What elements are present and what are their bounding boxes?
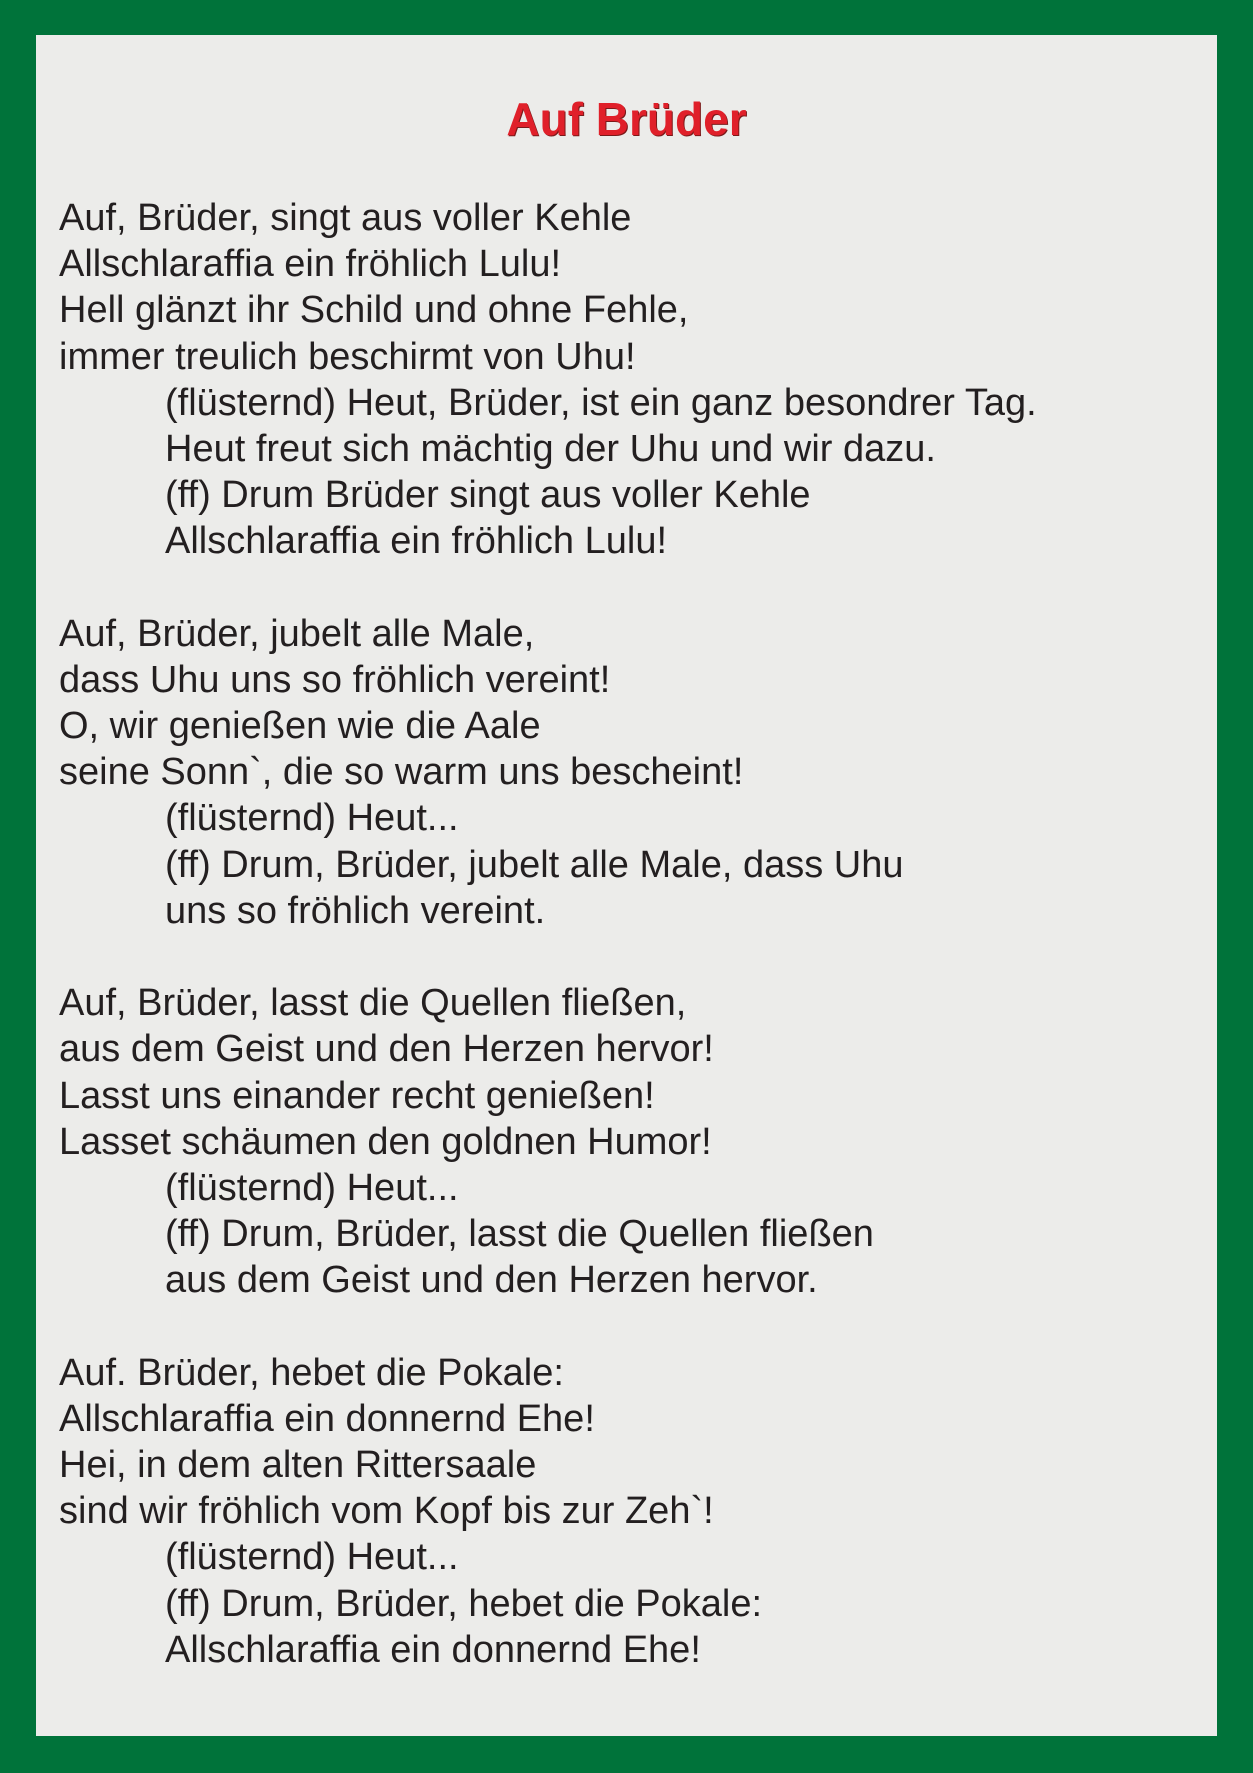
verse-line: Lasset schäumen den goldnen Humor! [59, 1120, 712, 1163]
refrain-line: Heut freut sich mächtig der Uhu und wir dazu. [165, 427, 936, 470]
verse-line: Auf, Brüder, jubelt alle Male, [59, 612, 535, 655]
stanza-2 [59, 611, 1199, 934]
verse-line: Hell glänzt ihr Schild und ohne Fehle, [59, 289, 689, 332]
verse-line: dass Uhu uns so fröhlich vereint! [59, 658, 611, 701]
refrain-line: (ff) Drum, Brüder, lasst die Quellen fließen [165, 1213, 874, 1256]
refrain-line: (ff) Drum, Brüder, hebet die Pokale: [165, 1582, 763, 1625]
verse-line: aus dem Geist und den Herzen hervor! [59, 1028, 714, 1071]
song-sheet [36, 35, 1217, 1736]
stanza-3 [59, 980, 1199, 1303]
stanza-1 [59, 195, 1199, 565]
verse-line: sind wir fröhlich vom Kopf bis zur Zeh`! [59, 1490, 714, 1533]
verse-line: Allschlaraffia ein fröhlich Lulu! [59, 243, 562, 286]
verse-line: Allschlaraffia ein donnernd Ehe! [59, 1397, 595, 1440]
refrain-line: (flüsternd) Heut... [165, 1166, 459, 1209]
verse-line: Auf. Brüder, hebet die Pokale: [59, 1351, 564, 1394]
refrain-line: Allschlaraffia ein donnernd Ehe! [165, 1628, 701, 1671]
lyrics [59, 195, 1199, 1719]
refrain-line: (flüsternd) Heut, Brüder, ist ein ganz besondrer Tag. [165, 381, 1037, 424]
verse-line: O, wir genießen wie die Aale [59, 705, 541, 748]
verse-line: immer treulich beschirmt von Uhu! [59, 335, 636, 378]
verse-line: Auf, Brüder, singt aus voller Kehle [59, 197, 632, 239]
refrain-line: (ff) Drum Brüder singt aus voller Kehle [165, 474, 811, 517]
verse-line: seine Sonn`, die so warm uns bescheint! [59, 751, 744, 794]
stanza-4 [59, 1350, 1199, 1673]
verse-line: Auf, Brüder, lasst die Quellen fließen, [59, 982, 687, 1025]
refrain-line: aus dem Geist und den Herzen hervor. [165, 1259, 818, 1302]
verse-line: Lasst uns einander recht genießen! [59, 1074, 655, 1117]
refrain-line: (ff) Drum, Brüder, jubelt alle Male, dass Uhu [165, 843, 904, 886]
verse-line: Hei, in dem alten Rittersaale [59, 1444, 537, 1487]
refrain-line: (flüsternd) Heut... [165, 797, 459, 840]
refrain-line: Allschlaraffia ein fröhlich Lulu! [165, 520, 668, 563]
refrain-line: (flüsternd) Heut... [165, 1536, 459, 1579]
refrain-line: uns so fröhlich vereint. [165, 889, 546, 932]
song-title: Auf Brüder [506, 93, 747, 145]
